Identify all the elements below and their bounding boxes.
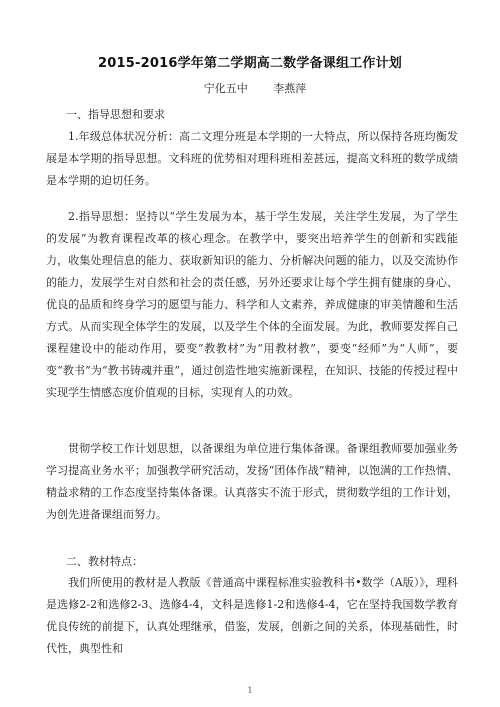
section-heading-guiding-thought: 一、指导思想和要求	[66, 108, 165, 121]
paragraph-textbook: 我们所使用的教材是人教版《普通高中课程标准实验教科书•数学（A版）》，理科是选修2-2和选修2-3、选修4-4，文科是选修1-2和选修4-4，它在坚持我国数学教育优良传统的前提下，认真处理继承，借鉴，发展，创新之间的关系，体现基础性，时代性，典型性和	[46, 576, 458, 655]
paragraph-guiding-thought: 2.指导思想：坚持以“学生发展为本，基于学生发展，关注学生发展，为了学生的发展”为教育课程改革的核心理念。在教学中，要突出培养学生的创新和实践能力，收集处理信息的能力、获取新知识的能力、分析解决问题的能力，以及交流协作的能力，发展学生对自然和社会的责任感，另外还要求让每个学生拥有健康的身心、优良的品质和终身学习的愿望与能力、科学和人文素养，养成健康的审美情趣和生活方式。从而实现全体学生的发展，以及学生个体的全面发展。为此，教师要发挥自己课程建设中的能动作用，要变“教教材”为“用教材教”，要变“经师”为“人师”，要变“教书”为“教书铸魂并重”，通过创造性地实施新课程，在知识、技能的传授过程中实现学生情感态度价值观的目标，实现育人的功效。	[46, 210, 458, 399]
paragraph-collective-preparation: 贯彻学校工作计划思想，以备课组为单位进行集体备课。备课组教师要加强业务学习提高业务水平；加强教学研究活动，发扬“团体作战”精神，以饱满的工作热情、精益求精的工作态度坚持集体备课。认真落实不流于形式，贯彻数学组的工作计划，为创先进备课组而努力。	[46, 442, 458, 521]
paragraph-grade-analysis: 1.年级总体状况分析：高二文理分班是本学期的一大特点，所以保持各班均衡发展是本学期的指导思想。文科班的优势相对理科班相差甚远，提高文科班的数学成绩是本学期的迫切任务。	[46, 130, 458, 187]
document-title: 2015-2016学年第二学期高二数学备课组工作计划	[98, 56, 402, 71]
author-name: 李燕萍	[273, 82, 307, 95]
page-number: 1	[247, 686, 253, 695]
section-heading-textbook-features: 二、教材特点：	[66, 555, 143, 568]
author-school: 宁化五中	[203, 82, 248, 95]
author-line	[0, 80, 500, 96]
